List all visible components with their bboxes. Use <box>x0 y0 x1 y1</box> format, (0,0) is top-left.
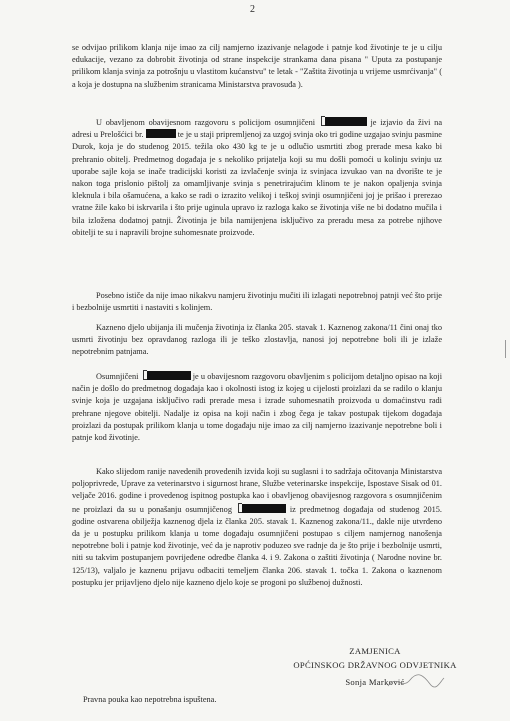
paragraph-6-part-b: iz predmetnog događaja od studenog 2015. godine ostvarena obilježja kaznenog djela iz članka 205. stavak 1. Kaznenog zakona/11., dakle nije utvrđeno da je u postupku prilikom klanja u tome događaju osumnjičeni postupao s ciljem namjernog nanošenja nepotrebne boli i patnje kod životinje, već da je naprotiv poduzeo sve radnje da je što prije i bezbolnije usmrti, niti su takvim postupanjem povrijeđene odredbe članka 4. i 9. Zakona o zaštiti životinja ( Narodne novine br. 125/13), valjalo je kaznenu prijavu odbaciti temeljem članka 206. stavak 1. točka 1. Zakona o kaznenom postupku jer prijavljeno djelo nije kazneno djelo koje se progoni po službenoj dužnosti. <box>72 504 442 587</box>
redaction-name-2 <box>147 371 191 380</box>
paragraph-5-part-b: je u obavijesnom razgovoru obavljenim s policijom detaljno opisao na koji način je došlo do predmetnog događaja kao i okolnosti istog iz kojeg u cijelosti proizlazi da se radilo o klanju svinje koja je uzgajana isključivo radi prerade mesa i izrade suhomesnatih proizvoda u domaćinstvu radi prehrane njegove obitelji. Nadalje iz opisa na koji način i zbog čega je takav postupak tijekom događaja proizlazi da postupak prilikom klanja u tome događaju nije imao za cilj namjerno izazivanje nepotrebne boli i patnje kod životinje. <box>72 372 443 443</box>
page-number: 2 <box>250 4 255 15</box>
paragraph-6 <box>72 466 442 589</box>
signature-title: ZAMJENICA <box>349 646 401 656</box>
paragraph-2-part-b: je izjavio da živi na adresi u Prelošćici br. <box>72 118 443 140</box>
paragraph-6-part-a: Kako slijedom ranije navedenih provedenih izvida koji su suglasni i to sadržaja očitovanja Ministarstva poljoprivrede, Uprave za veterinarstvo i sigurnost hrane, Službe veterinarske inspekcije, Ispostave Sisak od 01. veljače 2016. godine i provedenog ispitnog postupka kao i obavljenog obavijesnog razgovora s osumnjičenim ne proizlazi da su u ponašanju osumnjičenog <box>72 467 442 514</box>
signature-name: Sonja Marković <box>345 677 405 687</box>
paragraph-5-part-a: Osumnjičeni <box>96 372 139 381</box>
signature-office: OPĆINSKOG DRŽAVNOG ODVJETNIKA <box>293 660 457 670</box>
handwritten-signature-icon <box>386 672 446 692</box>
footer-note: Pravna pouka kao nepotrebna ispuštena. <box>83 695 217 704</box>
redaction-name-3 <box>242 504 286 513</box>
paragraph-2-part-a: U obavljenom obavijesnom razgovoru s policijom osumnjičeni <box>96 118 316 127</box>
paragraph-4: Kazneno djelo ubijanja ili mučenja životinja iz članka 205. stavak 1. Kaznenog zakona/11 čini onaj tko usmrti životinju bez opravdanog razloga ili je teško zlostavlja, nanosi joj nepotrebne boli ili je izlaže nepotrebnim patnjama. <box>72 323 442 357</box>
paragraph-1: se odvijao prilikom klanja nije imao za cilj namjerno izazivanje nelagode i patnje kod životinje te je u cilju edukacije, vezano za dobrobit životinja od strane inspekcije strankama dana pisana " Uputa za postupanje prilikom klanja svinja za potrošnju u vlastitom kućanstvu" te letak - "Zaštita životinja u vrijeme usmrćivanja" ( a koja je dostupna na službenim stranicama Ministarstva pravosuđa ). <box>72 43 442 89</box>
paragraph-3: Posebno ističe da nije imao nikakvu namjeru životinju mučiti ili izlagati nepotrebnoj patnji već što prije i bezbolnije usmrtiti i nastaviti s kolinjem. <box>72 291 442 313</box>
paragraph-5 <box>72 370 442 444</box>
paragraph-2 <box>72 116 442 239</box>
margin-mark <box>505 340 509 358</box>
redaction-name-1 <box>325 117 367 126</box>
paragraph-2-part-c: te je u staji pripremljenoj za uzgoj svinja oko tri godine uzgajao svinju pasmine Durok, koja je do studenog 2015. težila oko 430 kg te je u odlučio usmrtiti zbog prerade mesa kako bi prehranio obitelj. Predmetnog događaja je s nekoliko prijatelja koji su mu došli pomoći u kolinju svinju uz uporabe sajle koja se inače tradicijski koristi za izvlačenje svinja iz svinjaca izvukao van na dvorište te je nakon toga prislonio pištolj za omamljivanje svinja s penetrirajućim klinom te je nakon opaljenja svinja kleknula i bila ošamućena, a kako se radi o izrazito velikoj i teškoj svinji osumnjičeni joj je prišao i prerezao vratne žile kako bi iskrvarila i što prije uginula upravo iz razloga kako se životinja više ne bi dodatno mučila i bila izložena dodatnoj patnji. Životinja je bila namijenjena isključivo za preradu mesa za potrebe njihove obitelji te su i napravili brojne suhomesnate proizvode. <box>72 130 442 237</box>
redaction-address <box>146 129 176 138</box>
